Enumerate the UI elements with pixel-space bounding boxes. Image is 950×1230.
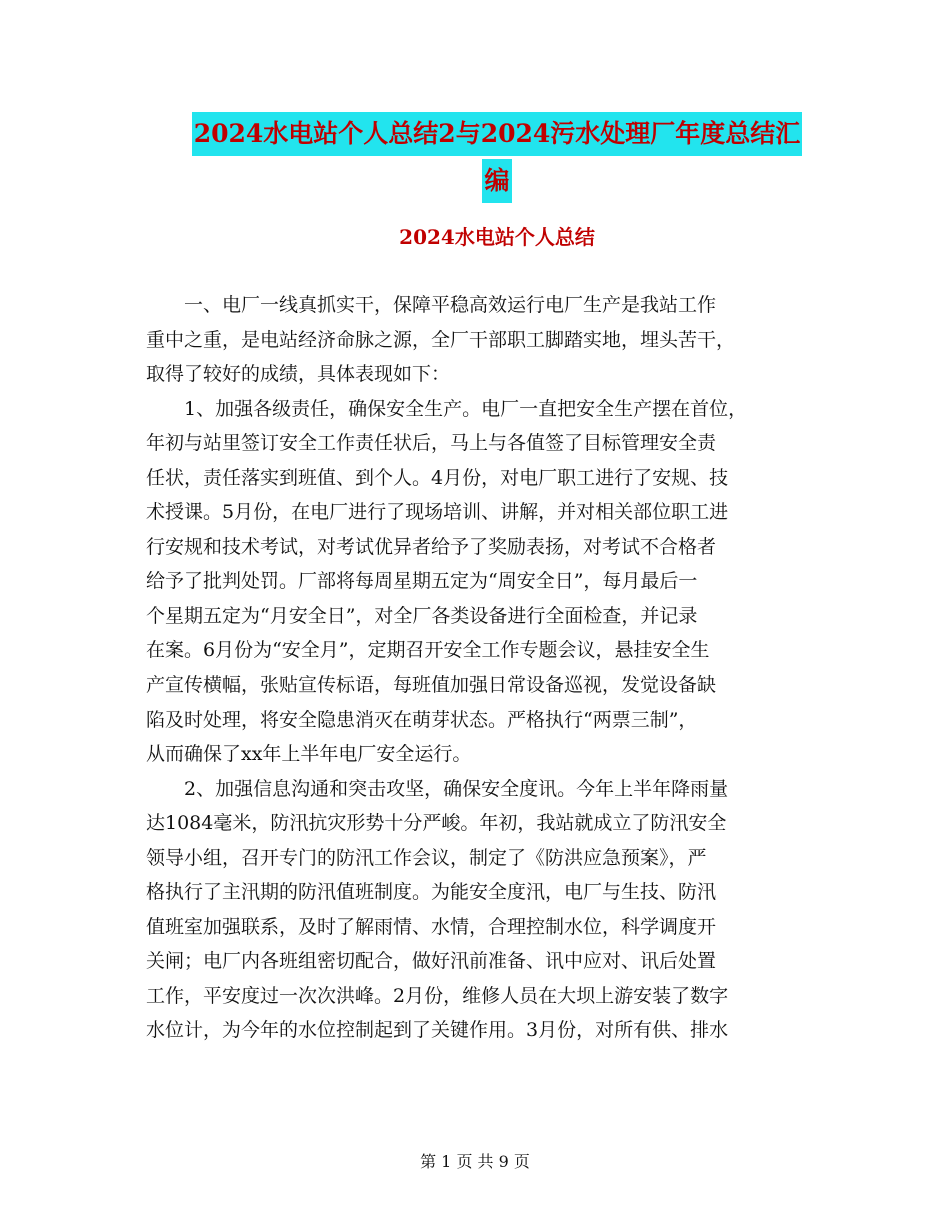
body-line: 个星期五定为“月安全日”，对全厂各类设备进行全面检查，并记录 — [146, 604, 698, 627]
body-line: 取得了较好的成绩，具体表现如下： — [146, 363, 451, 386]
body-line: 2、加强信息沟通和突击攻坚，确保安全度讯。今年上半年降雨量 — [184, 777, 729, 800]
body-line: 关闸；电厂内各班组密切配合，做好汛前准备、讯中应对、讯后处置 — [146, 950, 717, 973]
document-title-line-1: 2024水电站个人总结2与2024污水处理厂年度总结汇 — [192, 112, 803, 156]
document-title-line-2: 编 — [482, 159, 511, 203]
body-line: 工作，平安度过一次次洪峰。2月份，维修人员在大坝上游安装了数字 — [146, 984, 729, 1007]
body-line: 格执行了主汛期的防汛值班制度。为能安全度汛，电厂与生技、防汛 — [146, 881, 717, 904]
document-body — [146, 288, 816, 1048]
body-line: 达1084毫米，防汛抗灾形势十分严峻。年初，我站就成立了防汛安全 — [146, 812, 727, 835]
body-line: 术授课。5月份，在电厂进行了现场培训、讲解，并对相关部位职工进 — [146, 501, 729, 524]
body-line: 重中之重，是电站经济命脉之源，全厂干部职工脚踏实地，埋头苦干， — [146, 328, 736, 351]
body-line: 从而确保了xx年上半年电厂安全运行。 — [146, 743, 472, 766]
body-line: 1、加强各级责任，确保安全生产。电厂一直把安全生产摆在首位， — [184, 397, 748, 420]
body-line: 给予了批判处罚。厂部将每周星期五定为“周安全日”，每月最后一 — [146, 570, 698, 593]
body-line: 领导小组，召开专门的防汛工作会议，制定了《防洪应急预案》，严 — [146, 846, 707, 869]
document-title — [140, 112, 854, 206]
page-number-footer: 第 1 页 共 9 页 — [420, 1152, 530, 1171]
body-line: 值班室加强联系，及时了解雨情、水情，合理控制水位，科学调度开 — [146, 915, 717, 938]
body-line: 在案。6月份为“安全月”，定期召开安全工作专题会议，悬挂安全生 — [146, 639, 710, 662]
body-line: 行安规和技术考试，对考试优异者给予了奖励表扬，对考试不合格者 — [146, 535, 717, 558]
body-line: 产宣传横幅，张贴宣传标语，每班值加强日常设备巡视，发觉设备缺 — [146, 674, 717, 697]
body-line: 水位计，为今年的水位控制起到了关键作用。3月份，对所有供、排水 — [146, 1019, 729, 1042]
body-line: 任状，责任落实到班值、到个人。4月份，对电厂职工进行了安规、技 — [146, 466, 729, 489]
body-line: 陷及时处理，将安全隐患消灭在萌芽状态。严格执行“两票三制”， — [146, 708, 698, 731]
section-heading: 2024水电站个人总结 — [399, 225, 595, 249]
body-line: 年初与站里签订安全工作责任状后，马上与各值签了目标管理安全责 — [146, 432, 717, 455]
body-line: 一、电厂一线真抓实干，保障平稳高效运行电厂生产是我站工作 — [184, 294, 717, 316]
